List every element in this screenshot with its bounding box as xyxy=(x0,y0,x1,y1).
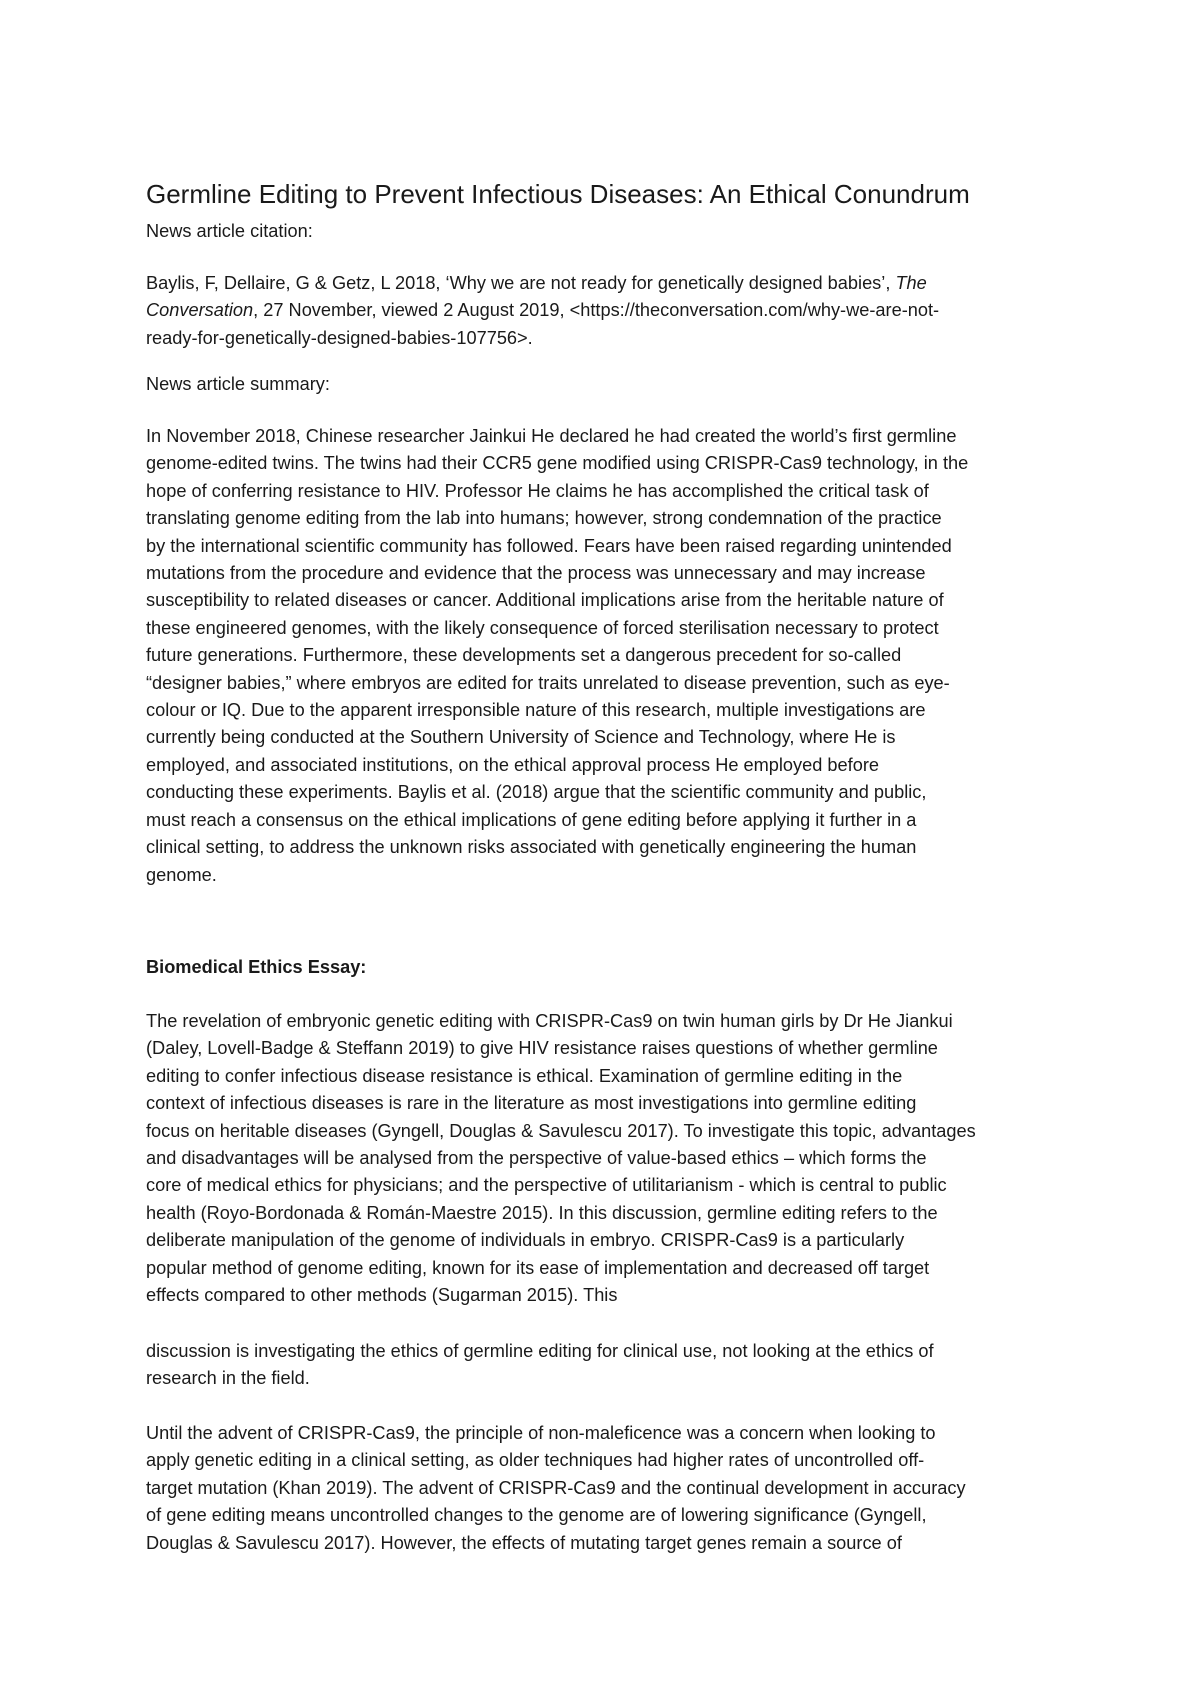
citation-heading: News article citation: xyxy=(146,221,313,241)
summary-line: conducting these experiments. Baylis et al. (2018) argue that the scientific community and public, xyxy=(146,782,927,803)
essay-line: focus on heritable diseases (Gyngell, Douglas & Savulescu 2017). To investigate this topic, advantages xyxy=(146,1120,976,1141)
summary-line: these engineered genomes, with the likely consequence of forced sterilisation necessary to protect xyxy=(146,617,939,638)
summary-line: mutations from the procedure and evidence that the process was unnecessary and may increase xyxy=(146,563,926,584)
summary-line: translating genome editing from the lab into humans; however, strong condemnation of the practice xyxy=(146,508,942,529)
summary-line: In November 2018, Chinese researcher Jainkui He declared he had created the world’s first germline xyxy=(146,426,957,446)
essay-heading: Biomedical Ethics Essay: xyxy=(146,957,367,977)
summary-line: by the international scientific community has followed. Fears have been raised regarding unintended xyxy=(146,535,952,556)
essay-line: health (Royo-Bordonada & Román-Maestre 2015). In this discussion, germline editing refers to the xyxy=(146,1202,938,1223)
essay-line: Douglas & Savulescu 2017). However, the effects of mutating target genes remain a source of xyxy=(146,1532,902,1553)
summary-line: genome-edited twins. The twins had their CCR5 gene modified using CRISPR-Cas9 technology, in the xyxy=(146,453,969,474)
summary-line: genome. xyxy=(146,864,217,885)
essay-line: context of infectious diseases is rare in the literature as most investigations into germline editing xyxy=(146,1093,917,1114)
essay-line: apply genetic editing in a clinical setting, as older techniques had higher rates of uncontrolled off- xyxy=(146,1450,925,1471)
essay-line: popular method of genome editing, known for its ease of implementation and decreased off target xyxy=(146,1257,930,1278)
summary-line: clinical setting, to address the unknown risks associated with genetically engineering the human xyxy=(146,837,917,858)
citation-line: Conversation, 27 November, viewed 2 August 2019, <https://theconversation.com/why-we-are-not- xyxy=(146,300,940,321)
summary-line: must reach a consensus on the ethical implications of gene editing before applying it further in a xyxy=(146,809,917,830)
summary-line: future generations. Furthermore, these developments set a dangerous precedent for so-called xyxy=(146,645,902,666)
essay-line: discussion is investigating the ethics of germline editing for clinical use, not looking at the ethics of xyxy=(146,1341,934,1361)
citation-text xyxy=(146,270,1076,352)
essay-paragraph-2 xyxy=(146,1338,1076,1393)
essay-line: target mutation (Khan 2019). The advent of CRISPR-Cas9 and the continual development in accuracy xyxy=(146,1477,966,1498)
essay-line: Until the advent of CRISPR-Cas9, the principle of non-maleficence was a concern when looking to xyxy=(146,1423,936,1443)
essay-line: (Daley, Lovell-Badge & Steffann 2019) to give HIV resistance raises questions of whether germline xyxy=(146,1038,938,1059)
summary-line: hope of conferring resistance to HIV. Professor He claims he has accomplished the critical task of xyxy=(146,480,929,501)
essay-paragraph-3 xyxy=(146,1420,1076,1557)
essay-line: effects compared to other methods (Sugarman 2015). This xyxy=(146,1285,618,1306)
essay-line: and disadvantages will be analysed from the perspective of value-based ethics – which forms the xyxy=(146,1148,927,1169)
essay-line: of gene editing means uncontrolled changes to the genome are of lowering significance (Gyngell, xyxy=(146,1505,927,1526)
essay-line: research in the field. xyxy=(146,1368,310,1389)
summary-line: colour or IQ. Due to the apparent irresponsible nature of this research, multiple investigations are xyxy=(146,700,926,721)
essay-line: editing to confer infectious disease resistance is ethical. Examination of germline editing in the xyxy=(146,1065,903,1086)
essay-line: The revelation of embryonic genetic editing with CRISPR-Cas9 on twin human girls by Dr He Jiankui xyxy=(146,1011,953,1031)
citation-line: ready-for-genetically-designed-babies-107756>. xyxy=(146,327,533,348)
essay-paragraph-1 xyxy=(146,1008,1076,1309)
document-title: Germline Editing to Prevent Infectious Diseases: An Ethical Conundrum xyxy=(146,179,970,209)
summary-paragraph xyxy=(146,423,1076,889)
essay-line: core of medical ethics for physicians; and the perspective of utilitarianism - which is central to public xyxy=(146,1175,947,1196)
summary-line: susceptibility to related diseases or cancer. Additional implications arise from the heritable nature of xyxy=(146,590,944,611)
summary-line: “designer babies,” where embryos are edited for traits unrelated to disease prevention, such as eye- xyxy=(146,672,950,693)
essay-line: deliberate manipulation of the genome of individuals in embryo. CRISPR-Cas9 is a particularly xyxy=(146,1230,905,1251)
summary-heading: News article summary: xyxy=(146,374,330,394)
summary-line: employed, and associated institutions, on the ethical approval process He employed before xyxy=(146,754,879,775)
citation-line: Baylis, F, Dellaire, G & Getz, L 2018, ‘Why we are not ready for genetically designed babies’, The xyxy=(146,273,927,293)
summary-line: currently being conducted at the Southern University of Science and Technology, where He is xyxy=(146,727,896,748)
